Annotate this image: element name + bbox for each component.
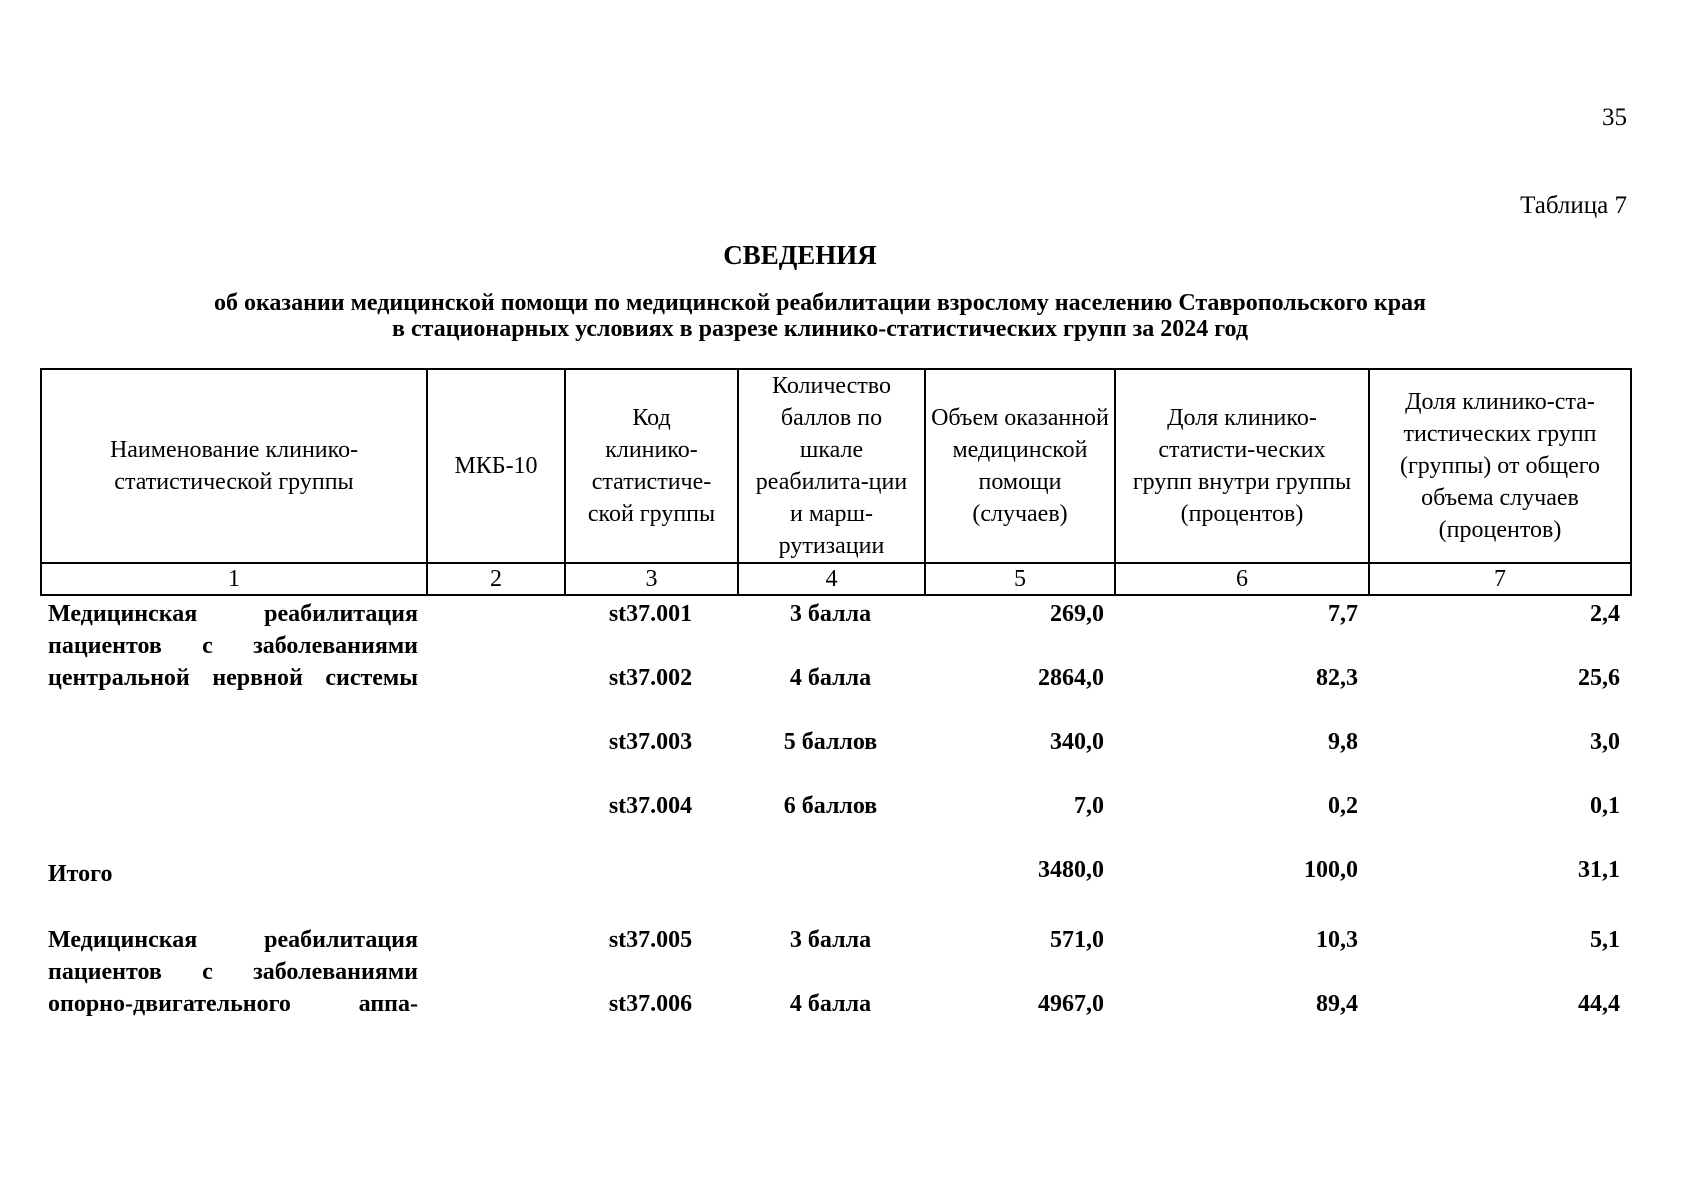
volume: 340,0 — [1050, 729, 1104, 755]
share-total: 3,0 — [1590, 729, 1620, 755]
ksg-code: st37.006 — [608, 991, 693, 1017]
share-total: 25,6 — [1578, 665, 1620, 691]
ksg-code: st37.002 — [608, 665, 693, 691]
column-number: 4 — [738, 563, 925, 595]
score: 4 балла — [789, 665, 872, 691]
icd10-cell — [426, 662, 564, 726]
share-total: 5,1 — [1590, 927, 1620, 953]
header-share-total: Доля клинико-ста-тистических групп (группы) от общего объема случаев (процентов) — [1369, 369, 1631, 563]
group-name-line: пациентов с заболеваниями — [48, 959, 418, 985]
share-in-group: 10,3 — [1316, 927, 1358, 953]
ksg-code: st37.004 — [608, 793, 693, 819]
icd10-cell — [426, 854, 564, 924]
table-row — [40, 924, 1630, 988]
header-score: Количество баллов по шкале реабилита-ции и марш-рутизации — [738, 369, 925, 563]
share-total: 0,1 — [1590, 793, 1620, 819]
score: 6 баллов — [783, 793, 878, 819]
header-ksg-code: Код клинико-статистиче-ской группы — [565, 369, 738, 563]
table-header — [40, 368, 1632, 596]
icd10-cell — [426, 598, 564, 662]
group-name-musculoskeletal — [40, 924, 426, 1052]
table-row — [40, 598, 1630, 662]
table-row — [40, 726, 1630, 790]
share-in-group: 82,3 — [1316, 665, 1358, 691]
document-title: СВЕДЕНИЯ — [723, 240, 877, 270]
group-name-line: центральной нервной системы — [48, 665, 418, 691]
header-group-name: Наименование клинико-статистической группы — [41, 369, 427, 563]
column-number: 6 — [1115, 563, 1369, 595]
ksg-code: st37.003 — [608, 729, 693, 755]
ksg-code: st37.005 — [608, 927, 693, 953]
table-row — [40, 790, 1630, 854]
group-name-cell — [40, 790, 426, 854]
group-name-line: Медицинская реабилитация — [48, 601, 418, 627]
column-number: 5 — [925, 563, 1115, 595]
page-number: 35 — [1602, 104, 1627, 131]
share-total: 44,4 — [1578, 991, 1620, 1017]
score: 4 балла — [789, 991, 872, 1017]
document-subtitle — [0, 290, 1640, 342]
icd10-cell — [426, 726, 564, 790]
score — [737, 854, 924, 924]
table-label: Таблица 7 — [1520, 192, 1627, 219]
volume: 7,0 — [1074, 793, 1104, 819]
column-number: 3 — [565, 563, 738, 595]
group-name-cell — [40, 726, 426, 790]
score: 3 балла — [789, 927, 872, 953]
score: 3 балла — [789, 601, 872, 627]
group-name-line: Медицинская реабилитация — [48, 927, 418, 953]
score: 5 баллов — [783, 729, 878, 755]
volume: 269,0 — [1050, 601, 1104, 627]
header-share-in-group: Доля клинико-статисти-ческих групп внутри группы (процентов) — [1115, 369, 1369, 563]
header-volume: Объем оказанной медицинской помощи (случаев) — [925, 369, 1115, 563]
group-name-line: опорно-двигательного аппа- — [48, 991, 418, 1017]
total-row — [40, 854, 1630, 924]
ksg-code — [564, 854, 737, 924]
share-in-group: 89,4 — [1316, 991, 1358, 1017]
icd10-cell — [426, 790, 564, 854]
total-volume: 3480,0 — [1038, 857, 1104, 883]
column-number: 7 — [1369, 563, 1631, 595]
share-in-group: 9,8 — [1328, 729, 1358, 755]
total-share-in-group: 100,0 — [1304, 857, 1358, 883]
total-label: Итого — [48, 861, 113, 887]
table-body — [40, 598, 1630, 1052]
volume: 2864,0 — [1038, 665, 1104, 691]
icd10-cell — [426, 924, 564, 988]
share-total: 2,4 — [1590, 601, 1620, 627]
header-icd10: МКБ-10 — [427, 369, 565, 563]
share-in-group: 0,2 — [1328, 793, 1358, 819]
volume: 571,0 — [1050, 927, 1104, 953]
subtitle-line-2: в стационарных условиях в разрезе клинико-статистических групп за 2024 год — [392, 316, 1248, 342]
volume: 4967,0 — [1038, 991, 1104, 1017]
column-number: 2 — [427, 563, 565, 595]
group-name-line: пациентов с заболеваниями — [48, 633, 418, 659]
icd10-cell — [426, 988, 564, 1052]
column-number: 1 — [41, 563, 427, 595]
ksg-code: st37.001 — [608, 601, 693, 627]
total-share-total: 31,1 — [1578, 857, 1620, 883]
share-in-group: 7,7 — [1328, 601, 1358, 627]
group-name-cns — [40, 598, 426, 726]
subtitle-line-1: об оказании медицинской помощи по медицинской реабилитации взрослому населению Ставропольского края — [213, 290, 1427, 316]
